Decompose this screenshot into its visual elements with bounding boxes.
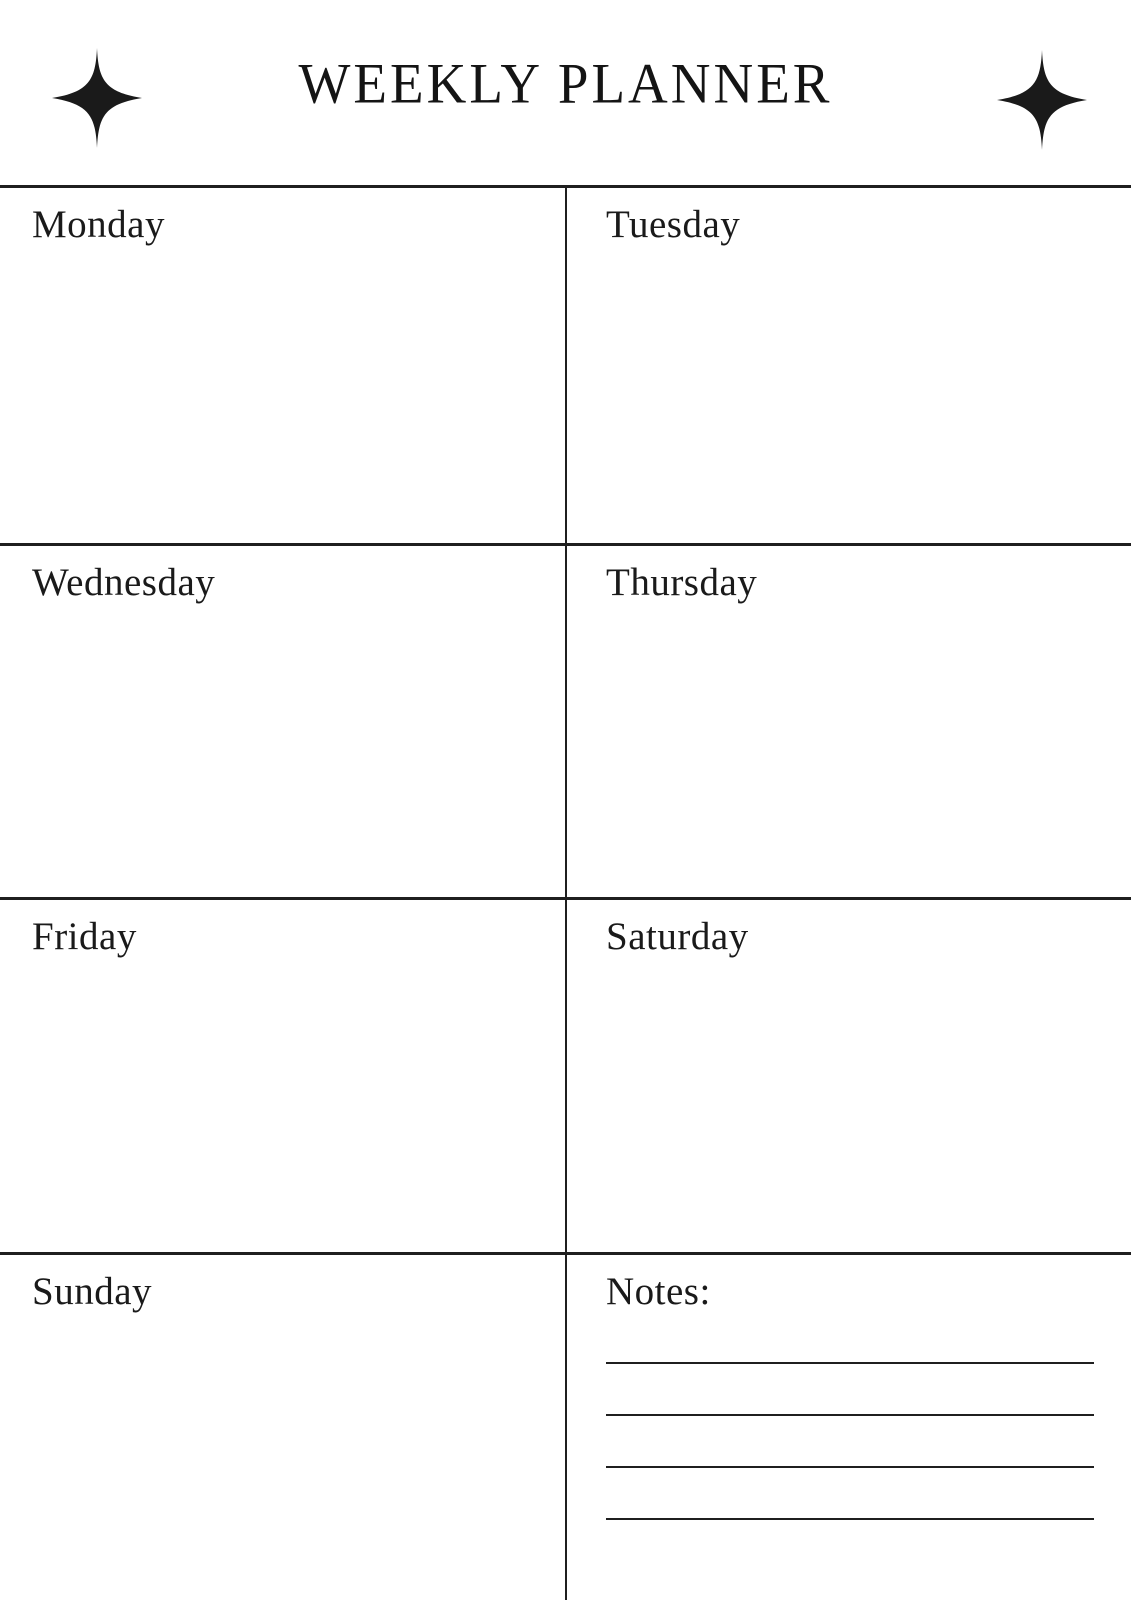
note-line: [606, 1416, 1094, 1468]
planner-grid: [0, 185, 1131, 1600]
day-label: Wednesday: [32, 561, 216, 604]
day-cell-monday: [0, 185, 565, 543]
day-label: Friday: [32, 915, 137, 958]
notes-label: Notes:: [606, 1270, 711, 1313]
day-cell-wednesday: [0, 543, 565, 897]
day-cell-tuesday: [565, 185, 1131, 543]
day-cell-friday: [0, 897, 565, 1252]
day-label: Saturday: [606, 915, 749, 958]
day-label: Tuesday: [606, 203, 741, 246]
day-cell-saturday: [565, 897, 1131, 1252]
day-cell-sunday: [0, 1252, 565, 1600]
note-line: [606, 1364, 1094, 1416]
notes-ruled-lines: [606, 1316, 1094, 1520]
day-label: Thursday: [606, 561, 758, 604]
day-cell-thursday: [565, 543, 1131, 897]
notes-cell: [565, 1252, 1131, 1600]
sparkle-icon: [997, 50, 1087, 150]
day-label: Monday: [32, 203, 165, 246]
note-line: [606, 1468, 1094, 1520]
planner-header: [0, 0, 1131, 185]
page-title: WEEKLY PLANNER: [298, 51, 833, 116]
note-line: [606, 1316, 1094, 1364]
day-label: Sunday: [32, 1270, 152, 1313]
